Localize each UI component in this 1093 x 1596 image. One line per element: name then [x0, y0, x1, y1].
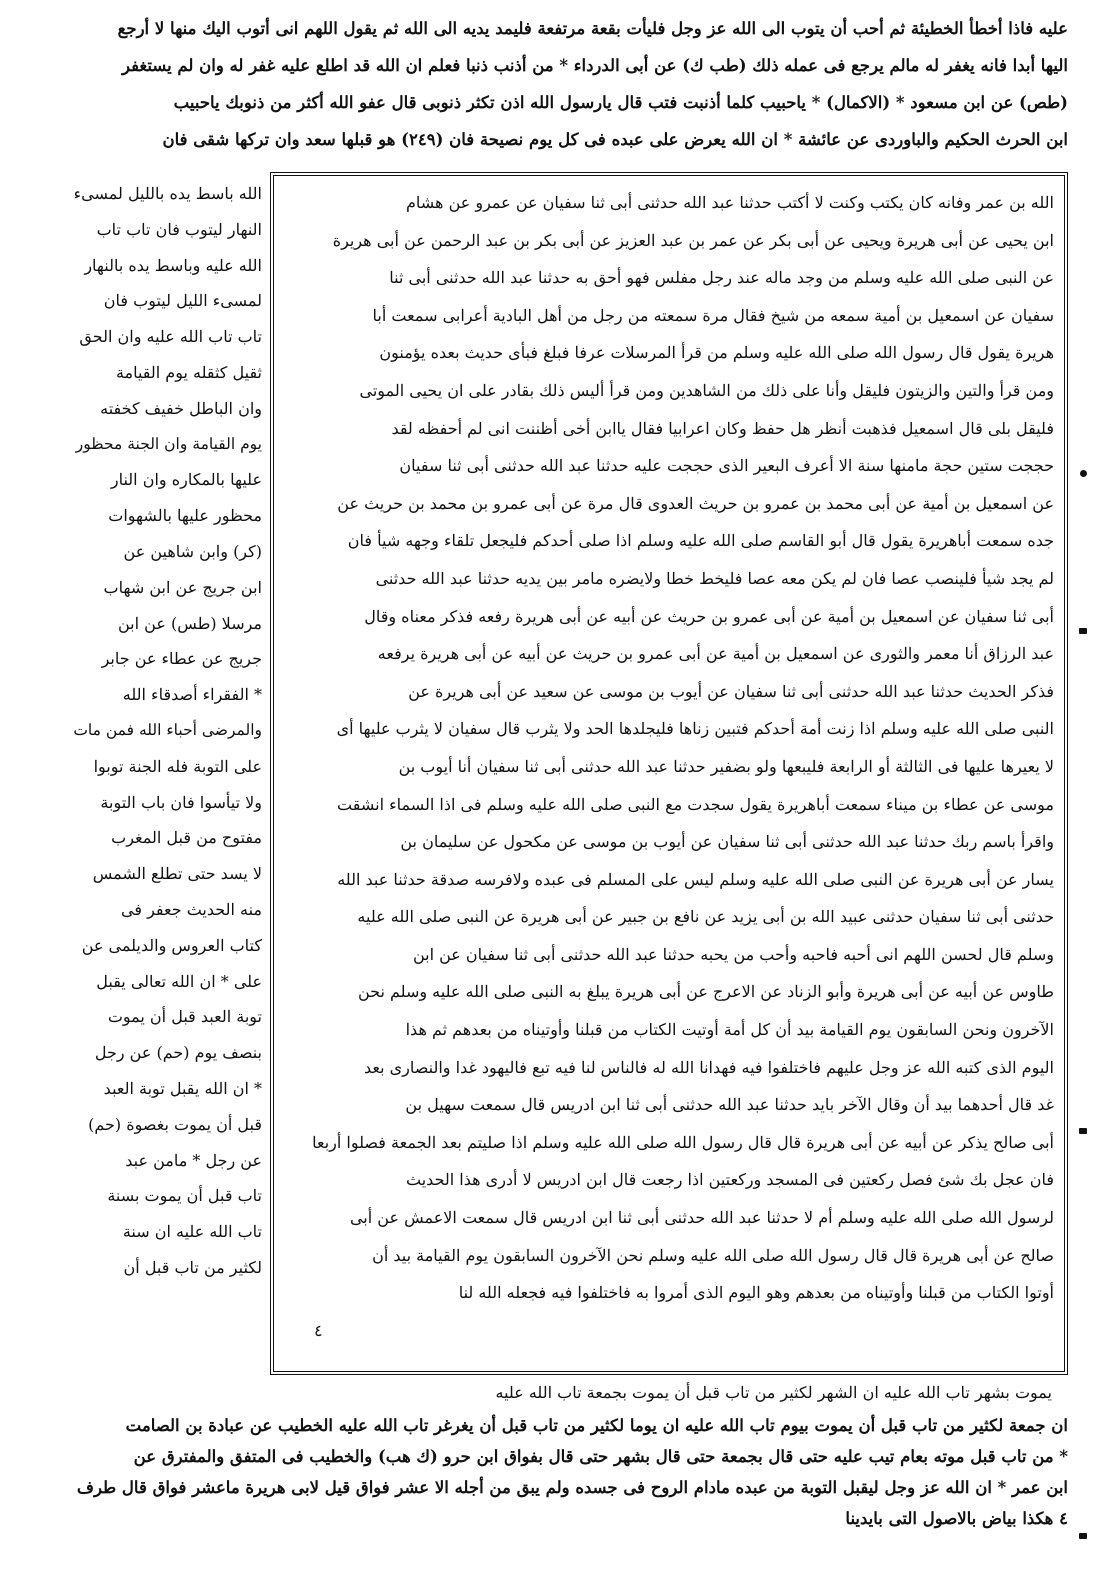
main-line: عن اسمعيل بن أمية عن أبى محمد بن عمرو بن حريث العدوى قال مرة عن أبى عمرو بن محمد بن حريث عن	[337, 493, 1054, 513]
strip-line: يموت بشهر تاب الله عليه ان الشهر لكثير من تاب قبل أن يموت بجمعة تاب الله عليه	[495, 1383, 1052, 1402]
margin-line: محظور عليها بالشهوات	[108, 506, 262, 526]
margin-line: تاب الله عليه ان سنة	[122, 1222, 262, 1242]
main-line: واقرأ باسم ربك حدثنا عبد الله حدثنى أبى ثنا سفيان عن أيوب بن موسى عن مكحول عن سليمان بن	[400, 832, 1054, 852]
top-line: ابن الحرث الحكيم والباوردى عن عائشة * ان الله يعرض على عبده فى كل يوم نصيحة فان (٢٤٩) هو قبلها سعد وان تركها شقى فان	[162, 130, 1068, 149]
margin-line: كتاب العروس والديلمى عن	[81, 935, 262, 955]
margin-line: الله عليه وباسط يده بالنهار	[84, 255, 262, 275]
main-line: اليوم الذى كتبه الله عز وجل عليهم فاختلفوا فيه فهدانا الله له فالناس لنا فيه تبع فاليهود غدا والنصارى بعد	[364, 1057, 1054, 1077]
margin-line: ولا تيأسوا فان باب التوبة	[100, 792, 262, 812]
main-line: هريرة يقول قال رسول الله صلى الله عليه وسلم من قرأ المرسلات عرفا فبلغ فبأى حديث بعده يؤمنون	[379, 343, 1054, 363]
main-line: أبى صالح يذكر عن أبيه عن أبى هريرة قال قال رسول الله صلى الله عليه وسلم اذا صليتم بعد الجمعة فصلوا أربعا	[312, 1132, 1054, 1152]
main-line: يسار عن أبى هريرة عن النبى صلى الله عليه وسلم ليس على المسلم فى عبده ولافرسه صدقة حدثنا عبد الله	[337, 869, 1054, 889]
top-line: عليه فاذا أخطأ الخطيئة ثم أحب أن يتوب الى الله عز وجل فليأت بقعة مرتفعة فليمد يديه الى الله ثم يقول اللهم انى أتوب اليك منها لا أرجع	[117, 19, 1068, 38]
main-line: طاوس عن أبيه عن أبى هريرة وأبو الزناد عن الاعرج عن أبى هريرة يبلغ به النبى صلى الله عليه وسلم نحن	[357, 982, 1054, 1002]
main-line: حدثنى أبى ثنا سفيان حدثنى عبيد الله بن أبى يزيد عن نافع بن جبير عن أبى هريرة عن النبى صلى الله عليه	[357, 907, 1054, 927]
bottom-text-block	[68, 1410, 1068, 1534]
top-text-block	[68, 10, 1068, 158]
main-line: الله بن عمر وفانه كان يكتب وكنت لا أكتب حدثنا عبد الله حدثنى أبى ثنا سفيان عن عمرو عن هشام	[405, 193, 1054, 212]
main-line: جده سمعت أباهريرة يقول قال أبو القاسم صلى الله عليه وسلم اذا صلى أحدكم فليجعل تلقاء وجهه شيأ فان	[347, 531, 1054, 551]
main-line: لا يعيرها عليها فى الثالثة أو الرابعة فليبعها ولو بضفير حدثنا عبد الله حدثنى أبى ثنا سفيان أنا أيوب بن	[398, 756, 1054, 776]
margin-line: بنصف يوم (حم) عن رجل	[94, 1043, 262, 1063]
main-line: ومن قرأ والتين والزيتون فليقل وأنا على ذلك من الشاهدين ومن قرأ أليس ذلك بقادر على ان يحيى الموتى	[359, 380, 1054, 400]
main-line: موسى عن عطاء بن ميناء سمعت أباهريرة يقول سجدت مع النبى صلى الله عليه وسلم فى اذا السماء انشقت	[337, 794, 1054, 814]
bottom-line: ان جمعة لكثير من تاب قبل أن يموت بيوم تاب الله عليه ان يوما لكثير من تاب قبل أن يغرغر تاب الله عليه الخطيب عن عبادة بن الصامت	[125, 1416, 1068, 1435]
main-line: عن النبى صلى الله عليه وسلم من وجد ماله عند رجل مفلس فهو أحق به حدثنا عبد الله حدثنى أبى ثنا	[389, 268, 1054, 288]
margin-line: الله باسط يده بالليل لمسىء	[73, 184, 262, 203]
margin-column	[72, 176, 262, 1286]
margin-line: والمرضى أحباء الله فمن مات	[73, 720, 262, 739]
margin-line: ثقيل كثقله يوم القيامة	[115, 362, 262, 382]
margin-line: وان الباطل خفيف كخفته	[100, 398, 262, 418]
margin-line: * الفقراء أصدقاء الله	[122, 685, 262, 705]
main-footer-number: ٤	[314, 1320, 323, 1340]
margin-line: تاب قبل أن يموت بسنة	[107, 1186, 262, 1206]
top-line: (طص) عن ابن مسعود * (الاكمال) * ياحبيب كلما أذنبت فتب قال يارسول الله اذن تكثر ذنوبى قال عفو الله أكثر من ذنوبك ياحبيب	[173, 93, 1068, 112]
bottom-line: * من تاب قبل موته بعام تيب عليه حتى قال بجمعة حتى قال بشهر حتى قال بفواق ابن حرو (ك هب) والخطيب فى المتفق والمفترق عن	[133, 1447, 1068, 1466]
main-line: أبى ثنا سفيان عن اسمعيل بن أمية عن أبى عمرو بن حريث عن أبيه عن أبى هريرة رفعه فذكر معناه وقال	[364, 606, 1054, 626]
margin-line: (كر) وابن شاهين عن	[123, 541, 262, 561]
main-line: لم يجد شيأ فلينصب عصا فان لم يكن معه عصا فليخط خطا ولايضره مامر بين يديه حدثنا عبد الله حدثنى	[375, 568, 1054, 588]
main-line: الآخرون ونحن السابقون يوم القيامة بيد أن كل أمة أوتيت الكتاب من قبلنا وأوتيناه من بعدهم ثم هذا	[405, 1020, 1054, 1040]
margin-line: على التوبة فله الجنة توبوا	[93, 756, 262, 776]
main-line: حججت ستين حجة مامنها سنة الا أعرف البعير الذى حججت عليه حدثنا عبد الله حدثنى أبى ثنا سفيان	[399, 456, 1054, 476]
margin-line: مرسلا (طس) عن ابن	[117, 613, 262, 633]
margin-line: النهار ليتوب فان تاب تاب	[96, 219, 262, 239]
bottom-line: ٤ هكذا بياض بالاصول التى بايدينا	[845, 1509, 1068, 1528]
main-line: صالح عن أبى هريرة قال قال رسول الله صلى الله عليه وسلم نحن الآخرون السابقون يوم القيامة بيد أن	[372, 1245, 1054, 1265]
bottom-line: ابن عمر * ان الله عز وجل ليقبل التوبة من عبده مادام الروح فى جسده ولم يبق من أجله الا عشر فواق قيل لابى هريرة ماعشر فواق قال طرف	[76, 1478, 1068, 1497]
main-line: فان عجل بك شئ فصل ركعتين فى المسجد وركعتين اذا رجعت قال ابن ادريس لا أدرى هذا الحديث	[406, 1170, 1054, 1190]
top-line: اليها أبدا فانه يغفر له مالم يرجع فى عمله ذلك (طب ك) عن أبى الدرداء * من أذنب ذنبا فعلم ان الله قد اطلع عليه غفر له وان لم يستغفر	[121, 56, 1068, 75]
margin-line: توبة العبد قبل أن يموت	[107, 1007, 262, 1027]
edge-marker	[1079, 1533, 1087, 1539]
margin-line: يوم القيامة وان الجنة محظور	[75, 434, 262, 453]
edge-marker	[1079, 628, 1087, 634]
main-line: غد قال أحدهما بيد أن وقال الآخر بايد حدثنا عبد الله حدثنى أبى ثنا ابن ادريس قال سمعت سهيل بن	[405, 1095, 1054, 1115]
edge-marker	[1080, 470, 1087, 477]
margin-line: جريج عن عطاء عن جابر	[101, 649, 262, 669]
edge-marker	[1079, 1128, 1087, 1134]
main-line: ابن يحيى عن أبى هريرة ويحيى عن أبى بكر عن عمر بن عبد العزيز عن أبى بكر بن عبد الرحمن عن أبى هريرة	[332, 230, 1054, 250]
margin-line: مفتوح من قبل المغرب	[111, 828, 262, 848]
margin-line: ابن جريج عن ابن شهاب	[103, 577, 262, 597]
margin-line: لكثير من تاب قبل أن	[123, 1257, 262, 1277]
margin-line: منه الحديث جعفر فى	[121, 899, 262, 919]
margin-line: على * ان الله تعالى يقبل	[96, 971, 262, 991]
main-line: سفيان عن اسمعيل بن أمية سمعه من شيخ فقال مرة سمعته من رجل من أهل البادية أعرابى سمعت أبا	[372, 305, 1054, 325]
main-line: النبى صلى الله عليه وسلم اذا زنت أمة أحدكم فتبين زناها فليجلدها الحد ولا يثرب قال سفيان لا يثرب عليها أى	[336, 719, 1054, 739]
main-line: لرسول الله صلى الله عليه وسلم أم لا حدثنا عبد الله حدثنى أبى ثنا ابن ادريس قال سمعت الاعمش عن أبى	[349, 1208, 1054, 1228]
main-text-block	[284, 184, 1054, 1349]
continuation-strip	[282, 1378, 1052, 1408]
main-line: أوتوا الكتاب من قبلنا وأوتيناه من بعدهم وهو اليوم الذى أمروا به فاختلفوا فيه فجعله الله لنا	[458, 1283, 1054, 1303]
main-line: فذكر الحديث حدثنا عبد الله حدثنى أبى ثنا سفيان عن أيوب بن موسى عن سعيد عن أبى هريرة عن	[408, 681, 1054, 701]
margin-line: * ان الله يقبل توبة العبد	[103, 1078, 262, 1098]
margin-line: قبل أن يموت بغصوة (حم)	[88, 1114, 262, 1134]
margin-line: لمسىء الليل ليتوب فان	[103, 291, 262, 311]
main-line: فليقل بلى قال اسمعيل فذهبت أنظر هل حفظ وكان اعرابيا فقال ياابن أخى أظننت انى لم أحفظه لقد	[391, 418, 1054, 438]
margin-line: لا يسد حتى تطلع الشمس	[92, 864, 262, 884]
margin-line: تاب تاب الله عليه وان الحق	[79, 327, 262, 347]
margin-line: عليها بالمكاره وان النار	[110, 470, 262, 490]
main-line: عبد الرزاق أنا معمر والثورى عن اسمعيل بن أمية عن أبى عمرو بن حريث عن أبيه عن أبى هريرة يرفعه	[377, 644, 1054, 664]
margin-line: عن رجل * مامن عبد	[125, 1150, 262, 1170]
main-line: وسلم قال لحسن اللهم انى أحبه فاحبه وأحب من يحبه حدثنا عبد الله حدثنى أبى ثنا سفيان عن ابن	[412, 944, 1054, 964]
